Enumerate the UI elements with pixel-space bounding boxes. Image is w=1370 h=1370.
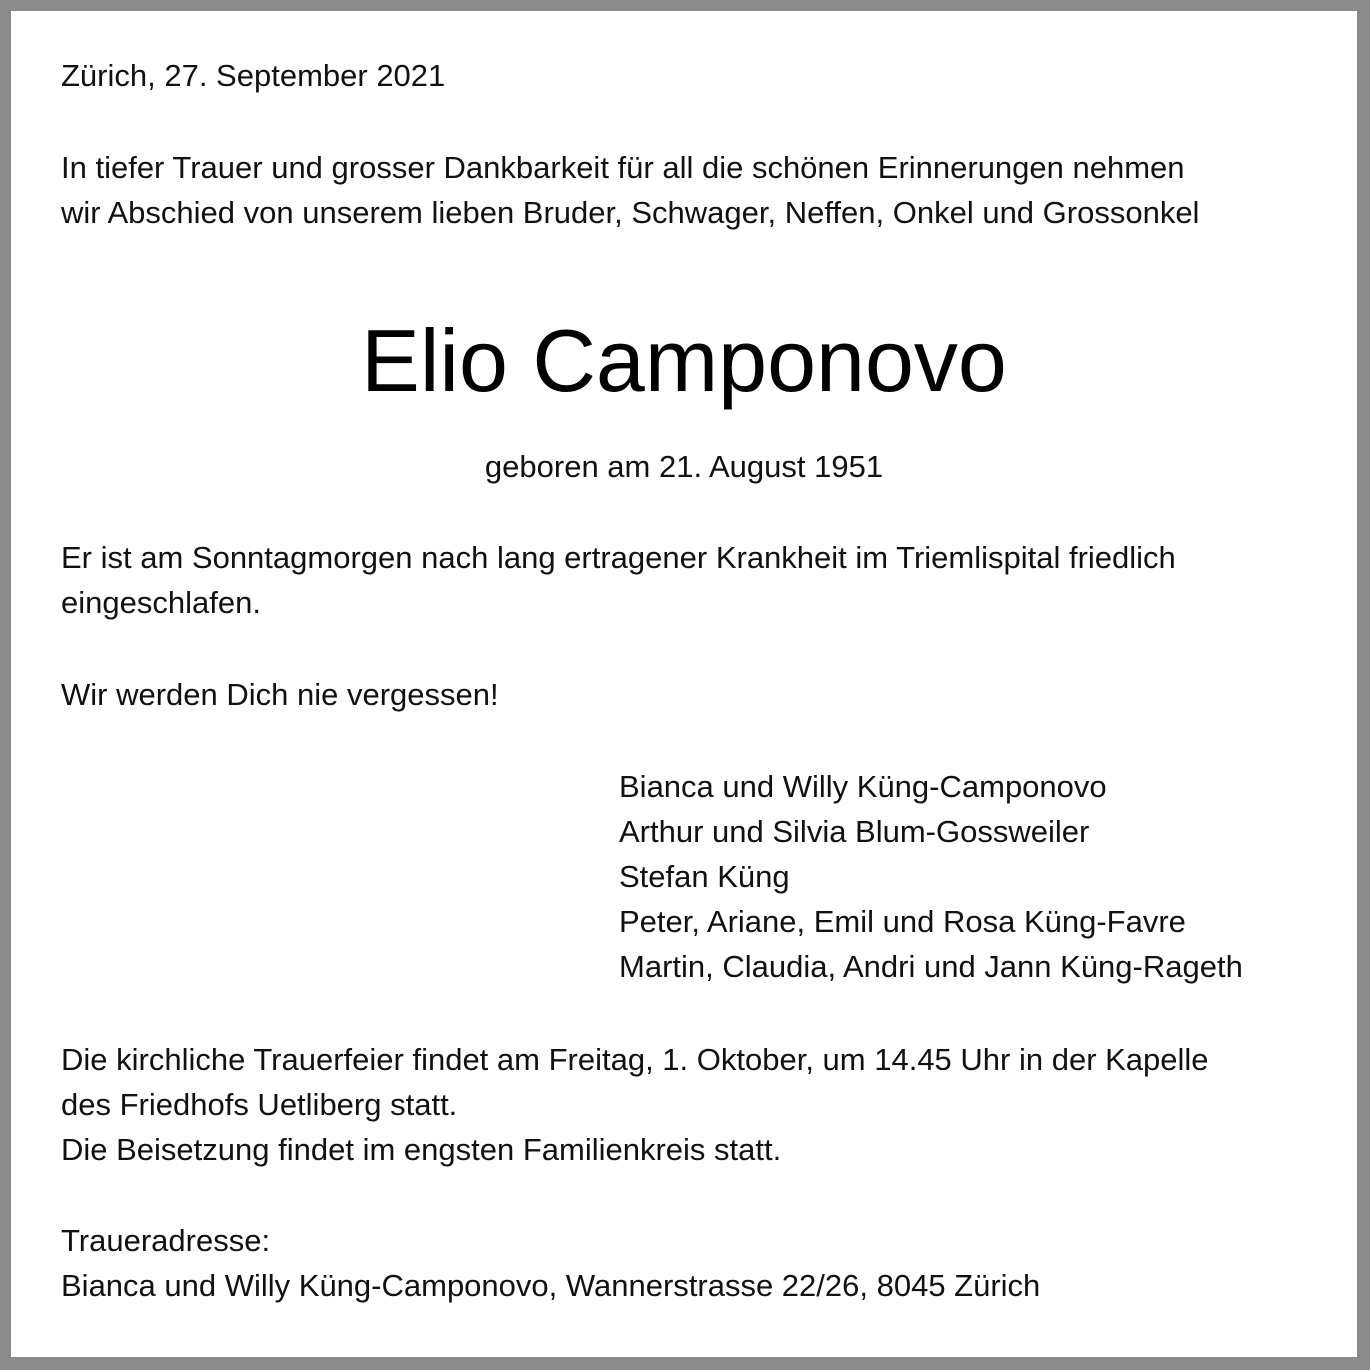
passing-line-1: Er ist am Sonntagmorgen nach lang ertragener Krankheit im Triemlispital friedlich: [61, 540, 1176, 575]
place-date: Zürich, 27. September 2021: [61, 58, 446, 93]
service-line-2: des Friedhofs Uetliberg statt.: [61, 1087, 458, 1122]
obituary-notice: [11, 11, 1357, 1357]
deceased-name: Elio Camponovo: [361, 311, 1007, 410]
mourners-list: [619, 764, 1243, 989]
mourner-entry: Bianca und Willy Küng-Camponovo: [619, 769, 1107, 804]
farewell-text: Wir werden Dich nie vergessen!: [61, 677, 499, 712]
intro-line-1: In tiefer Trauer und grosser Dankbarkeit für all die schönen Erinnerungen nehmen: [61, 150, 1185, 185]
intro-line-2: wir Abschied von unserem lieben Bruder, Schwager, Neffen, Onkel und Grossonkel: [61, 195, 1200, 230]
address-value: Bianca und Willy Küng-Camponovo, Wannerstrasse 22/26, 8045 Zürich: [61, 1268, 1041, 1303]
mourner-entry: Martin, Claudia, Andri und Jann Küng-Rageth: [619, 949, 1243, 984]
service-line-3: Die Beisetzung findet im engsten Familienkreis statt.: [61, 1132, 782, 1167]
service-line-1: Die kirchliche Trauerfeier findet am Freitag, 1. Oktober, um 14.45 Uhr in der Kapelle: [61, 1042, 1209, 1077]
passing-line-2: eingeschlafen.: [61, 585, 261, 620]
address-label: Traueradresse:: [61, 1223, 271, 1258]
birth-date: geboren am 21. August 1951: [484, 449, 884, 484]
mourner-entry: Arthur und Silvia Blum-Gossweiler: [619, 814, 1090, 849]
mourner-entry: Peter, Ariane, Emil und Rosa Küng-Favre: [619, 904, 1186, 939]
mourner-entry: Stefan Küng: [619, 859, 790, 894]
